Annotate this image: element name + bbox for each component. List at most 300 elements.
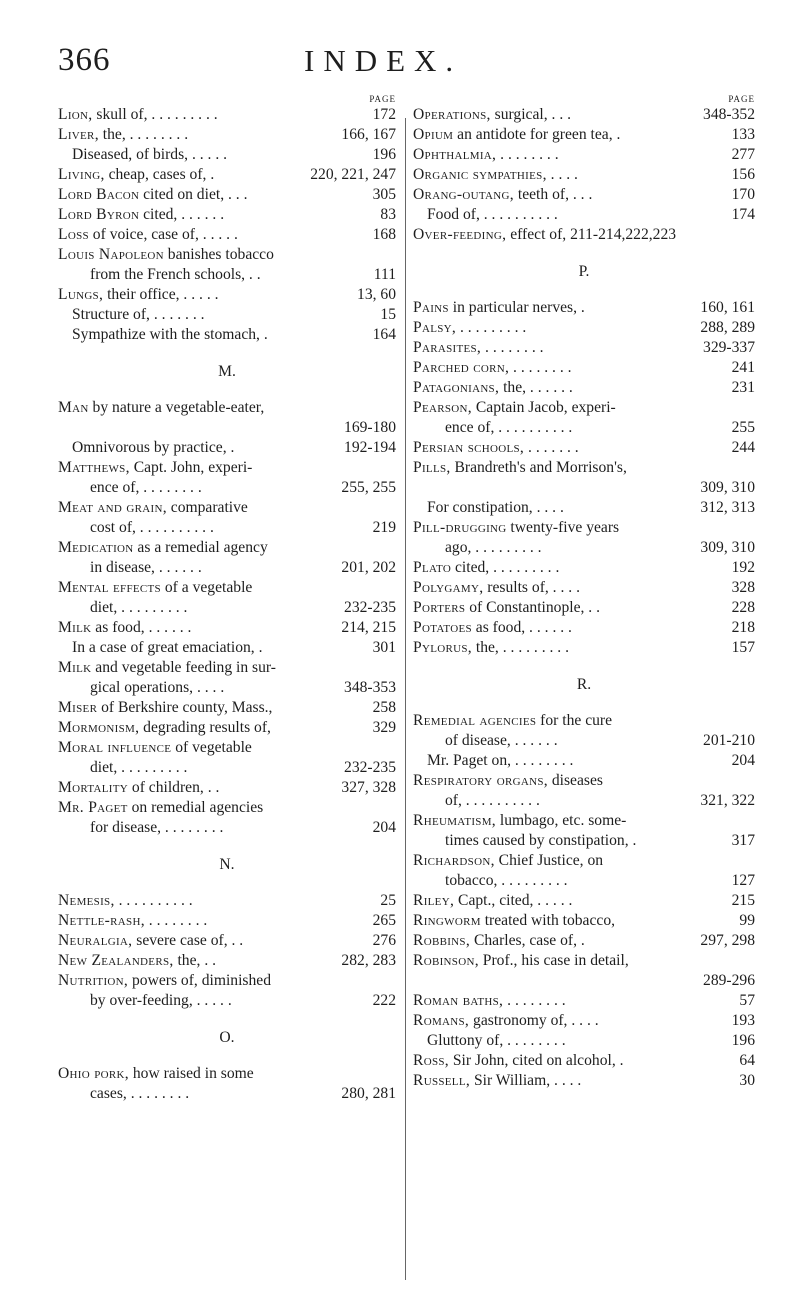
entry-pages: 231 <box>731 379 755 396</box>
index-entry <box>58 205 396 225</box>
entry-detail: . . . . . . . . <box>509 359 572 376</box>
entry-text <box>58 778 219 798</box>
entry-heading: Living, <box>58 166 105 183</box>
entry-text <box>90 558 202 578</box>
entry-text <box>90 818 223 838</box>
entry-text <box>58 658 276 678</box>
entry-heading: Remedial agencies <box>413 712 537 729</box>
entry-detail: . . . . . . . . <box>496 146 559 163</box>
entry-text <box>72 325 268 345</box>
entry-pages: 157 <box>731 639 755 656</box>
entry-heading: Potatoes <box>413 619 472 636</box>
entry-text <box>413 318 526 338</box>
entry-text <box>90 678 224 698</box>
entry-text <box>445 538 542 558</box>
index-entry <box>58 398 396 418</box>
entry-detail: of a vegetable <box>160 579 253 596</box>
entry-detail: diet, . . . . . . . . . <box>90 599 188 616</box>
entry-pages: 317 <box>731 832 755 849</box>
entry-pages: 228 <box>731 599 755 616</box>
index-entry <box>58 971 396 991</box>
entry-text <box>413 951 629 971</box>
index-entry <box>413 771 755 791</box>
index-entry <box>413 791 755 811</box>
entry-pages: 289-296 <box>703 972 755 989</box>
entry-detail: effect of, 211-214,222,223 <box>506 226 677 243</box>
index-entry <box>413 851 755 871</box>
entry-pages: 215 <box>731 892 755 909</box>
index-entry-group <box>58 1064 396 1104</box>
entry-detail: banishes tobacco <box>163 246 274 263</box>
entry-heading: Louis Napoleon <box>58 246 164 263</box>
entry-detail: Mr. Paget on, . . . . . . . . <box>427 752 574 769</box>
entry-pages: 192-194 <box>344 439 396 456</box>
index-entry <box>58 125 396 145</box>
entry-pages: 309, 310 <box>700 479 755 496</box>
entry-detail: gastronomy of, . . . . <box>469 1012 599 1029</box>
entry-detail: the, . . . . . . . . <box>98 126 189 143</box>
entry-detail: Structure of, . . . . . . . <box>72 306 205 323</box>
entry-pages: 201, 202 <box>341 559 396 576</box>
entry-detail: as food, . . . . . . <box>91 619 192 636</box>
entry-heading: Robinson, <box>413 952 479 969</box>
entry-pages: 329-337 <box>703 339 755 356</box>
column-divider <box>405 118 406 1280</box>
entry-text <box>58 185 247 205</box>
index-entry <box>413 991 755 1011</box>
entry-text <box>58 205 224 225</box>
entry-pages: 232-235 <box>344 759 396 776</box>
entry-detail: Capt., cited, . . . . . <box>454 892 573 909</box>
entry-detail: the, . . <box>173 952 217 969</box>
entry-detail: . . . . . . . <box>524 439 579 456</box>
entry-text <box>90 991 232 1011</box>
index-entry <box>58 931 396 951</box>
index-entry <box>413 125 755 145</box>
entry-pages: 127 <box>731 872 755 889</box>
entry-pages: 297, 298 <box>700 932 755 949</box>
entry-detail: Charles, case of, . <box>470 932 585 949</box>
entry-detail: Food of, . . . . . . . . . . <box>427 206 558 223</box>
entry-detail: For constipation, . . . . <box>427 499 564 516</box>
entry-text <box>58 698 272 718</box>
entry-detail: of children, . . <box>128 779 220 796</box>
entry-detail: cited on diet, . . . <box>139 186 248 203</box>
entry-heading: Nettle-rash, <box>58 912 145 929</box>
index-entry <box>413 1031 755 1051</box>
index-entry <box>413 498 755 518</box>
page-column-label: PAGE <box>369 94 396 104</box>
index-entry <box>413 378 755 398</box>
entry-detail: ence of, . . . . . . . . <box>90 479 202 496</box>
entry-pages: 328 <box>731 579 755 596</box>
entry-pages: 312, 313 <box>700 499 755 516</box>
entry-detail: on remedial agencies <box>127 799 264 816</box>
entry-detail: diet, . . . . . . . . . <box>90 759 188 776</box>
index-entry <box>58 538 396 558</box>
entry-pages: 222 <box>372 992 396 1009</box>
index-entry <box>413 951 755 971</box>
section-letter: P. <box>578 263 590 280</box>
index-entry-group <box>58 105 396 345</box>
entry-detail: ence of, . . . . . . . . . . <box>445 419 573 436</box>
index-entry <box>413 751 755 771</box>
entry-heading: Plato <box>413 559 452 576</box>
entry-detail: by over-feeding, . . . . . <box>90 992 232 1009</box>
entry-heading: Milk <box>58 659 92 676</box>
index-entry <box>58 798 396 818</box>
entry-heading: Opium <box>413 126 454 143</box>
section-letter: N. <box>219 856 235 873</box>
index-entry <box>413 298 755 318</box>
entry-pages: 265 <box>372 912 396 929</box>
entry-heading: Polygamy, <box>413 579 484 596</box>
entry-text <box>58 458 252 478</box>
entry-heading: Riley, <box>413 892 455 909</box>
entry-pages: 30 <box>739 1072 755 1089</box>
entry-heading: Pill-drugging <box>413 519 507 536</box>
page-number: 366 <box>58 42 111 78</box>
entry-detail: Omnivorous by practice, . <box>72 439 235 456</box>
index-entry <box>413 891 755 911</box>
entry-text <box>413 145 559 165</box>
index-entry <box>413 145 755 165</box>
entry-text <box>413 851 603 871</box>
entry-pages: 276 <box>372 932 396 949</box>
entry-heading: Operations, <box>413 106 491 123</box>
index-entry <box>58 891 396 911</box>
entry-pages: 133 <box>731 126 755 143</box>
entry-heading: Organic sympathies, <box>413 166 547 183</box>
entry-heading: Mormonism, <box>58 719 140 736</box>
entry-text <box>72 638 263 658</box>
entry-text <box>58 931 243 951</box>
index-entry <box>58 245 396 265</box>
index-entry <box>413 418 755 438</box>
entry-detail: as a remedial agency <box>133 539 268 556</box>
entry-text <box>58 105 218 125</box>
entry-text <box>413 598 600 618</box>
entry-pages: 111 <box>373 266 396 283</box>
entry-text <box>413 298 585 318</box>
index-entry <box>58 518 396 538</box>
entry-text <box>413 1071 581 1091</box>
entry-text <box>445 418 572 438</box>
entry-pages: 156 <box>731 166 755 183</box>
index-entry <box>58 818 396 838</box>
entry-pages: 164 <box>372 326 396 343</box>
entry-text <box>413 991 566 1011</box>
entry-heading: Pains <box>413 299 449 316</box>
entry-detail: how raised in some <box>128 1065 254 1082</box>
entry-detail: Sir William, . . . . <box>470 1072 582 1089</box>
entry-text <box>413 711 612 731</box>
entry-detail: cheap, cases of, . <box>104 166 215 183</box>
index-entry <box>58 718 396 738</box>
entry-detail: Diseased, of birds, . . . . . <box>72 146 228 163</box>
index-entry <box>413 205 755 225</box>
entry-text <box>413 125 620 145</box>
entry-detail: degrading results of, <box>139 719 271 736</box>
entry-detail: Prof., his case in detail, <box>478 952 629 969</box>
entry-pages: 219 <box>372 519 396 536</box>
entry-pages: 280, 281 <box>341 1085 396 1102</box>
section-letter: R. <box>576 676 592 693</box>
entry-detail: severe case of, . . <box>132 932 244 949</box>
entry-pages: 220, 221, 247 <box>310 166 396 183</box>
entry-heading: Ringworm <box>413 912 481 929</box>
entry-text <box>413 518 619 538</box>
entry-pages: 329 <box>372 719 396 736</box>
entry-heading: Ohio pork, <box>58 1065 129 1082</box>
index-entry <box>413 185 755 205</box>
entry-detail: the, . . . . . . . . . <box>471 639 570 656</box>
entry-text <box>413 618 572 638</box>
entry-detail: for disease, . . . . . . . . <box>90 819 224 836</box>
entry-heading: Over-feeding, <box>413 226 507 243</box>
entry-heading: Porters <box>413 599 466 616</box>
entry-heading: Nemesis, <box>58 892 115 909</box>
index-entry <box>58 758 396 778</box>
index-entry-group <box>413 105 755 245</box>
index-entry <box>58 991 396 1011</box>
index-entry <box>413 478 755 498</box>
entry-text <box>58 971 271 991</box>
entry-text <box>90 758 187 778</box>
index-entry <box>58 951 396 971</box>
entry-text <box>58 618 191 638</box>
entry-detail: of disease, . . . . . . <box>445 732 558 749</box>
entry-pages: 204 <box>731 752 755 769</box>
entry-heading: Man <box>58 399 89 416</box>
entry-detail: in particular nerves, . <box>448 299 585 316</box>
index-entry <box>58 558 396 578</box>
entry-text <box>58 125 188 145</box>
entry-pages: 201-210 <box>703 732 755 749</box>
index-entry <box>413 871 755 891</box>
entry-text <box>413 338 544 358</box>
entry-pages: 169-180 <box>344 419 396 436</box>
entry-pages: 83 <box>380 206 396 223</box>
entry-detail: the, . . . . . . <box>499 379 573 396</box>
entry-pages: 160, 161 <box>700 299 755 316</box>
entry-text <box>427 498 564 518</box>
entry-pages: 214, 215 <box>341 619 396 636</box>
entry-text <box>58 798 263 818</box>
index-column-left <box>58 93 396 1104</box>
entry-detail: an antidote for green tea, . <box>453 126 621 143</box>
index-entry-group <box>413 298 755 658</box>
entry-heading: Meat and grain, <box>58 499 167 516</box>
entry-text <box>413 165 578 185</box>
entry-heading: Robbins, <box>413 932 471 949</box>
entry-detail: lumbago, etc. some- <box>496 812 627 829</box>
entry-text <box>413 771 603 791</box>
index-entry <box>413 578 755 598</box>
entry-pages: 348-353 <box>344 679 396 696</box>
entry-detail: results of, . . . . <box>483 579 580 596</box>
entry-detail: comparative <box>166 499 248 516</box>
entry-text <box>58 285 219 305</box>
entry-text <box>413 225 676 245</box>
entry-detail: cases, . . . . . . . . <box>90 1085 190 1102</box>
entry-pages: 288, 289 <box>700 319 755 336</box>
index-entry <box>58 225 396 245</box>
entry-heading: Mr. Paget <box>58 799 128 816</box>
entry-text <box>427 751 573 771</box>
entry-text <box>72 438 234 458</box>
index-entry <box>58 418 396 438</box>
entry-detail: as food, . . . . . . <box>471 619 572 636</box>
entry-pages: 309, 310 <box>700 539 755 556</box>
index-entry-group <box>58 891 396 1011</box>
index-entry <box>413 538 755 558</box>
entry-pages: 321, 322 <box>700 792 755 809</box>
entry-heading: Roman baths, <box>413 992 504 1009</box>
index-entry <box>413 911 755 931</box>
index-entry <box>413 558 755 578</box>
entry-detail: Sympathize with the stomach, . <box>72 326 268 343</box>
entry-detail: skull of, . . . . . . . . . <box>92 106 218 123</box>
index-entry <box>413 598 755 618</box>
entry-pages: 196 <box>372 146 396 163</box>
entry-detail: surgical, . . . <box>490 106 572 123</box>
entry-heading: Medication <box>58 539 134 556</box>
entry-detail: of, . . . . . . . . . . <box>445 792 540 809</box>
entry-detail: . . . . . . . . . <box>456 319 527 336</box>
index-entry <box>58 638 396 658</box>
index-entry <box>58 145 396 165</box>
entry-heading: Lungs, <box>58 286 104 303</box>
entry-heading: Ophthalmia, <box>413 146 497 163</box>
index-entry <box>58 598 396 618</box>
section-letter: O. <box>219 1029 235 1046</box>
index-entry <box>413 731 755 751</box>
index-entry <box>58 478 396 498</box>
index-entry <box>58 265 396 285</box>
entry-pages: 258 <box>372 699 396 716</box>
entry-heading: Ross, <box>413 1052 449 1069</box>
index-entry <box>413 971 755 991</box>
entry-pages: 170 <box>731 186 755 203</box>
index-entry <box>413 711 755 731</box>
entry-text <box>58 498 248 518</box>
index-entry <box>413 811 755 831</box>
entry-text <box>58 738 252 758</box>
entry-text <box>90 265 261 285</box>
index-entry-group <box>58 398 396 838</box>
entry-detail: of Berkshire county, Mass., <box>97 699 273 716</box>
index-entry <box>413 518 755 538</box>
entry-heading: Lord Bacon <box>58 186 140 203</box>
entry-heading: Persian schools, <box>413 439 525 456</box>
entry-text <box>445 831 636 851</box>
entry-pages: 327, 328 <box>341 779 396 796</box>
entry-pages: 255, 255 <box>341 479 396 496</box>
entry-text <box>413 811 626 831</box>
entry-detail: Brandreth's and Morrison's, <box>450 459 627 476</box>
index-entry <box>413 458 755 478</box>
index-entry <box>413 638 755 658</box>
index-entry <box>58 578 396 598</box>
index-entry <box>413 438 755 458</box>
entry-text <box>413 458 627 478</box>
entry-text <box>58 398 264 418</box>
section-letter: M. <box>218 363 236 380</box>
index-entry <box>413 165 755 185</box>
index-entry <box>58 325 396 345</box>
entry-detail: Capt. John, experi- <box>129 459 253 476</box>
entry-text <box>413 358 572 378</box>
entry-text <box>413 378 573 398</box>
entry-pages: 25 <box>380 892 396 909</box>
index-entry <box>58 165 396 185</box>
entry-heading: Moral influence <box>58 739 172 756</box>
entry-heading: Miser <box>58 699 98 716</box>
entry-detail: . . . . . . . . <box>503 992 566 1009</box>
entry-text <box>413 911 615 931</box>
index-entry <box>58 305 396 325</box>
entry-detail: of voice, case of, . . . . . <box>88 226 238 243</box>
entry-detail: teeth of, . . . <box>513 186 593 203</box>
entry-detail: from the French schools, . . <box>90 266 261 283</box>
index-entry <box>58 458 396 478</box>
index-entry <box>413 1051 755 1071</box>
entry-detail: cited, . . . . . . . . . <box>451 559 560 576</box>
entry-heading: Pearson, <box>413 399 472 416</box>
entry-text <box>58 245 274 265</box>
entry-heading: Russell, <box>413 1072 471 1089</box>
entry-text <box>90 598 187 618</box>
entry-pages: 301 <box>372 639 396 656</box>
index-entry <box>58 678 396 698</box>
index-entry <box>413 318 755 338</box>
page-column-label: PAGE <box>728 94 755 104</box>
entry-heading: Pills, <box>413 459 451 476</box>
entry-text <box>90 1084 189 1104</box>
entry-detail: treated with tobacco, <box>480 912 616 929</box>
entry-heading: Loss <box>58 226 89 243</box>
entry-pages: 192 <box>731 559 755 576</box>
index-entry <box>413 831 755 851</box>
index-entry <box>58 738 396 758</box>
entry-text <box>90 478 202 498</box>
entry-detail: Captain Jacob, experi- <box>471 399 616 416</box>
running-head: INDEX. <box>304 43 463 78</box>
entry-heading: Patagonians, <box>413 379 500 396</box>
index-entry <box>58 1084 396 1104</box>
entry-heading: Neuralgia, <box>58 932 133 949</box>
entry-text <box>58 718 271 738</box>
entry-heading: Milk <box>58 619 92 636</box>
entry-heading: Lord Byron <box>58 206 140 223</box>
entry-detail: of Constantinople, . . <box>465 599 600 616</box>
entry-detail: . . . . . . . . <box>144 912 208 929</box>
entry-pages: 13, 60 <box>357 286 396 303</box>
entry-pages: 232-235 <box>344 599 396 616</box>
entry-pages: 172 <box>372 106 396 123</box>
entry-text <box>72 145 227 165</box>
entry-detail: gical operations, . . . . <box>90 679 225 696</box>
entry-text <box>58 951 216 971</box>
entry-text <box>58 1064 254 1084</box>
entry-text <box>427 205 558 225</box>
entry-heading: Mental effects <box>58 579 161 596</box>
index-entry <box>413 398 755 418</box>
index-entry-group <box>413 711 755 1091</box>
index-entry <box>58 105 396 125</box>
index-entry <box>58 698 396 718</box>
